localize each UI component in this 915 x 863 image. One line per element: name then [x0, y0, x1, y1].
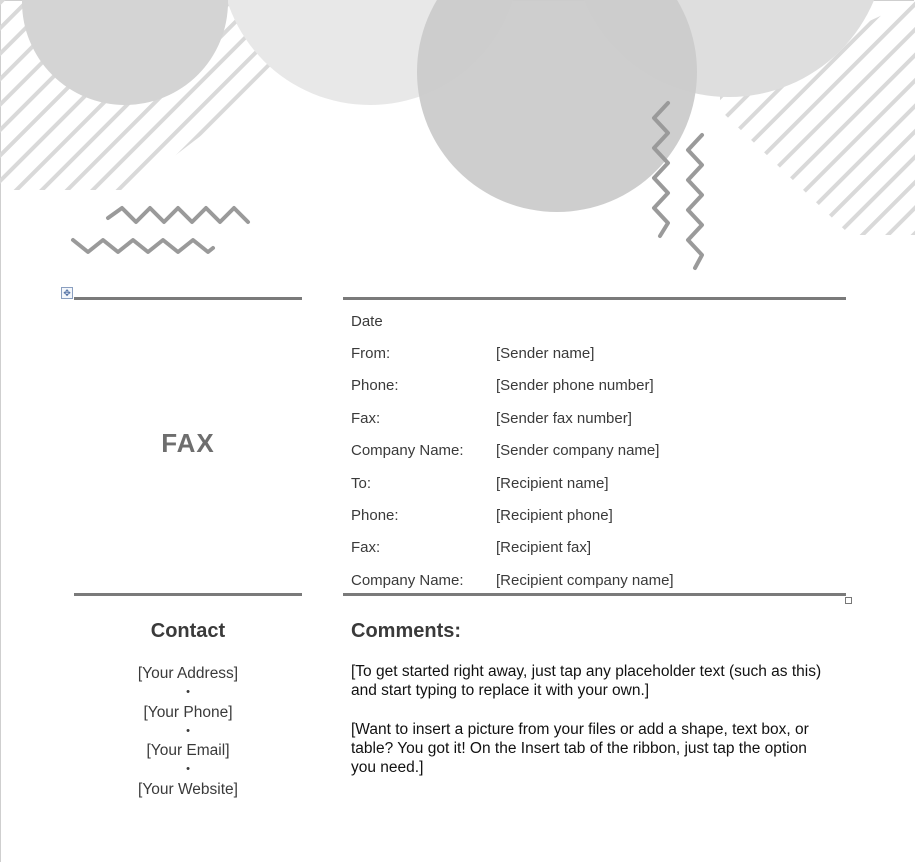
- fax-title: FAX: [161, 428, 215, 458]
- zigzag-1: [108, 208, 248, 222]
- comments-paragraph[interactable]: [To get started right away, just tap any placeholder text (such as this) and start typing to replace it with your own.]: [351, 663, 822, 700]
- info-label: Company Name:: [351, 442, 464, 460]
- info-row-recipient-company: [351, 564, 846, 596]
- info-row-recipient-fax: [351, 532, 846, 564]
- contact-separator: •: [186, 724, 190, 737]
- contact-list: [74, 664, 302, 799]
- info-row-to: [351, 467, 846, 499]
- info-value[interactable]: [Sender name]: [496, 345, 595, 363]
- info-row-from: [351, 337, 846, 369]
- info-value[interactable]: [Sender fax number]: [496, 409, 632, 427]
- contact-address[interactable]: [Your Address]: [137, 665, 239, 682]
- contact-separator: •: [186, 763, 190, 776]
- info-label: Fax:: [351, 539, 381, 557]
- info-label: To:: [351, 474, 372, 492]
- table-resize-handle[interactable]: [845, 597, 852, 604]
- contact-phone[interactable]: [Your Phone]: [143, 703, 233, 721]
- table-move-icon[interactable]: ✥: [61, 287, 73, 299]
- info-row-sender-fax: [351, 402, 846, 434]
- zigzag-2: [73, 240, 213, 252]
- info-label: Fax:: [351, 409, 381, 427]
- fax-info-table: [351, 305, 846, 597]
- info-value[interactable]: [Sender phone number]: [496, 377, 654, 395]
- contact-separator: •: [186, 686, 190, 699]
- rule-right-top: [343, 297, 846, 300]
- info-row-recipient-phone: [351, 499, 846, 531]
- decorative-header-art: [0, 0, 915, 290]
- info-row-date: [351, 305, 846, 337]
- info-value[interactable]: [Recipient company name]: [496, 571, 674, 589]
- info-label: Phone:: [351, 377, 399, 395]
- comments-heading: Comments:: [351, 620, 462, 642]
- contact-email[interactable]: [Your Email]: [146, 742, 230, 760]
- comments-body: [351, 662, 831, 796]
- info-row-sender-phone: [351, 370, 846, 402]
- info-label: Phone:: [351, 507, 399, 525]
- rule-left-bottom: [74, 593, 302, 596]
- contact-website[interactable]: [Your Website]: [138, 780, 238, 798]
- info-value[interactable]: [Recipient phone]: [496, 507, 613, 525]
- contact-heading: Contact: [150, 620, 226, 642]
- info-label: From:: [351, 345, 391, 363]
- zigzag-4: [688, 135, 702, 268]
- rule-left-top: [74, 297, 302, 300]
- info-label: Date: [351, 312, 383, 330]
- info-value[interactable]: [Recipient name]: [496, 474, 609, 492]
- info-label: Company Name:: [351, 571, 464, 589]
- info-row-sender-company: [351, 435, 846, 467]
- info-value[interactable]: [Recipient fax]: [496, 539, 592, 557]
- comments-paragraph[interactable]: [Want to insert a picture from your files or add a shape, text box, or table? You got it! On the Insert tab of the ribbon, just tap the option you need.]: [351, 720, 809, 777]
- info-value[interactable]: [Sender company name]: [496, 442, 660, 460]
